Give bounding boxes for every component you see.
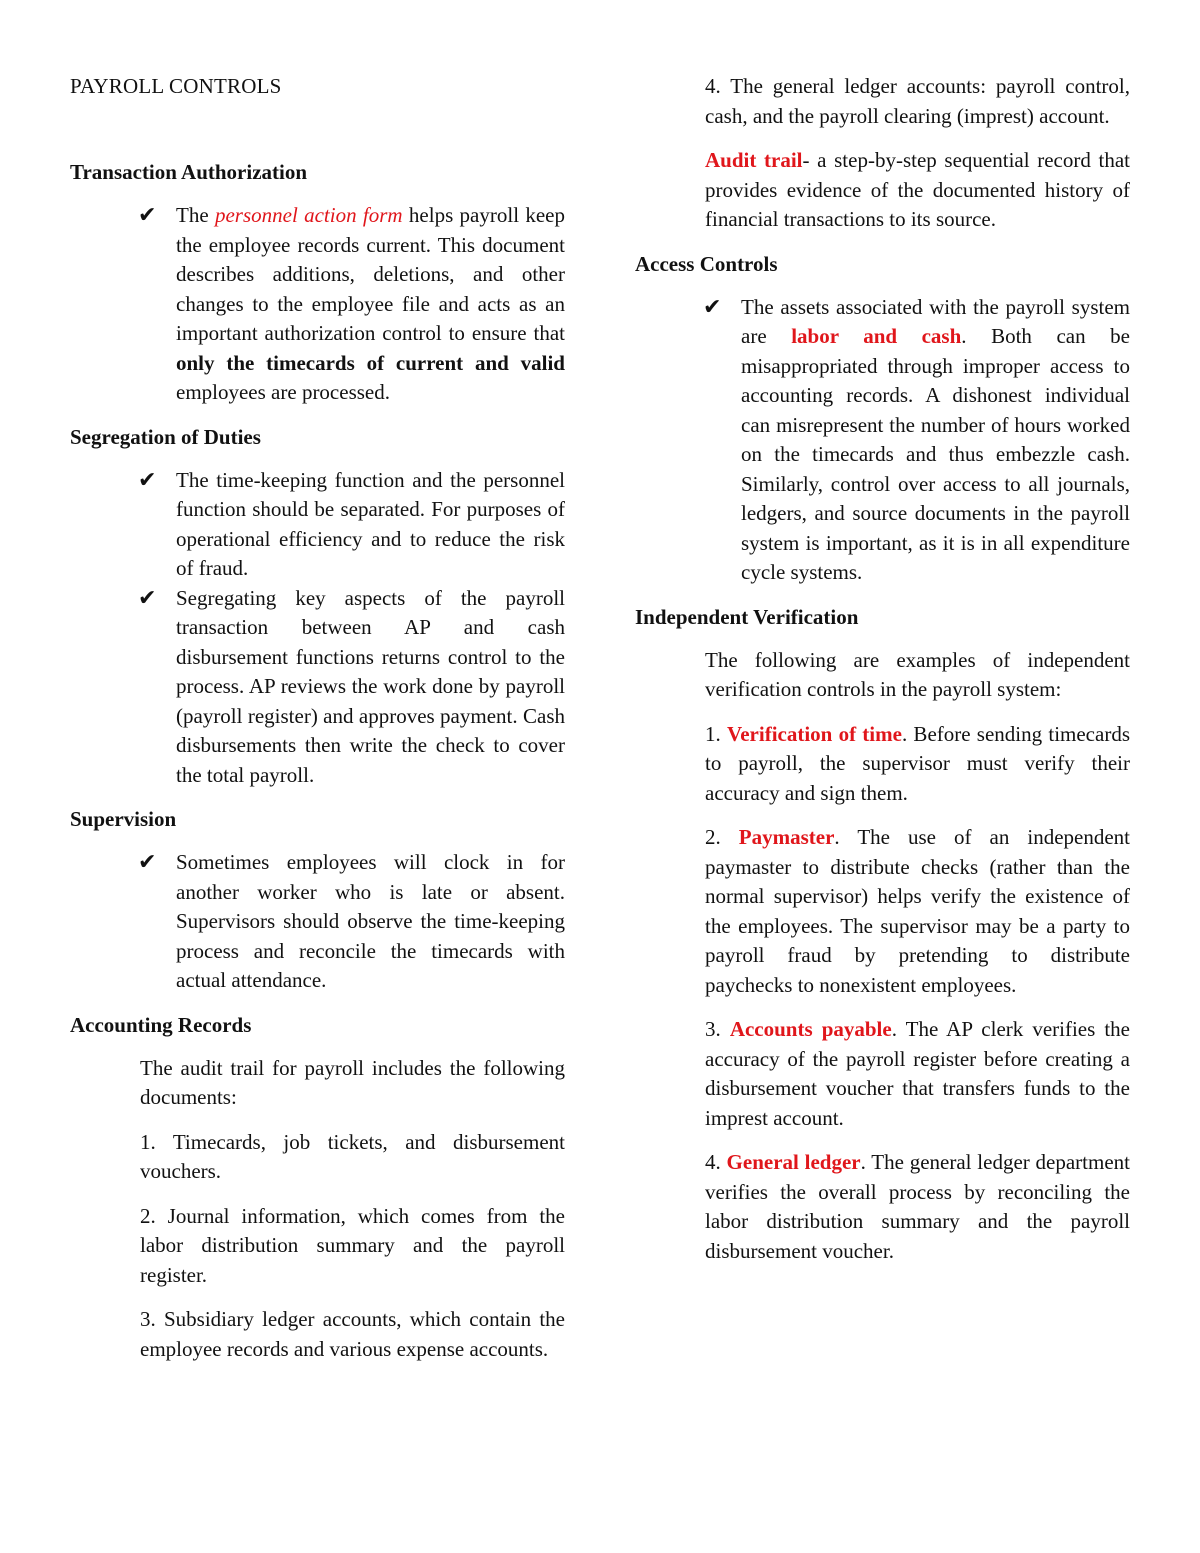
accounting-records-intro: The audit trail for payroll includes the following documents: <box>140 1055 565 1109</box>
check-icon: ✔ <box>703 294 722 320</box>
list-item: 1. Timecards, job tickets, and disbursement vouchers. <box>140 1129 565 1183</box>
check-icon: ✔ <box>138 585 157 611</box>
accounting-records-body <box>70 1054 565 1365</box>
segregation-item-1: ✔ The time-keeping function and the personnel function should be separated. For purposes of operational efficiency and to reduce the risk of fraud. <box>138 467 565 580</box>
list-item: 2. Paymaster. The use of an independent paymaster to distribute checks (rather than the normal supervisor) helps verify the existence of the employees. The supervisor may be a party to payroll fraud by pretending to distribute paychecks to nonexistent employees. <box>705 825 1130 997</box>
list-item: 3. Subsidiary ledger accounts, which contain the employee records and various expense accounts. <box>140 1307 565 1361</box>
transaction-authorization-item: ✔ The personnel action form helps payroll keep the employee records current. This document describes additions, deletions, and other changes to the employee file and acts as an important authorization control to ensure that only the timecards of current and valid employees are processed. <box>138 203 565 404</box>
accounts-payable-term: Accounts payable <box>729 1017 892 1041</box>
independent-verification-intro: The following are examples of independent verification controls in the payroll system: <box>705 647 1130 701</box>
heading-independent-verification: Independent Verification <box>635 604 859 629</box>
emphasis-valid-timecards: only the timecards of current and valid <box>176 350 565 375</box>
segregation-item-2: ✔ Segregating key aspects of the payroll transaction between AP and cash disbursement functions returns control to the process. AP reviews the work done by payroll (payroll register) and approves payment. Cash disbursements then write the check to cover the total payroll. <box>138 585 565 787</box>
check-icon: ✔ <box>138 850 157 875</box>
list-item: 3. Accounts payable. The AP clerk verifies the accuracy of the payroll register before creating a disbursement voucher that transfers funds to the imprest account. <box>705 1017 1130 1130</box>
audit-trail-term: Audit trail <box>705 148 803 172</box>
verification-of-time-term: Verification of time <box>726 721 902 746</box>
list-item: 4. The general ledger accounts: payroll control, cash, and the payroll clearing (imprest) account. <box>705 74 1130 128</box>
accounting-records-continued <box>635 72 1130 235</box>
personnel-action-form-term: personnel action form <box>214 203 403 227</box>
heading-accounting-records: Accounting Records <box>70 1012 252 1037</box>
access-controls-item: ✔ The assets associated with the payroll system are labor and cash. Both can be misappropriated through improper access to accounting records. A dishonest individual can misrepresent the number of hours worked on the timecards and thus embezzle cash. Similarly, control over access to all journals, ledgers, and source documents in the payroll system is important, as it is in all expenditure cycle systems. <box>703 294 1130 584</box>
page-title: PAYROLL CONTROLS <box>70 74 282 98</box>
labor-and-cash-term: labor and cash <box>791 324 962 348</box>
check-icon: ✔ <box>138 467 157 493</box>
check-icon: ✔ <box>138 203 157 228</box>
heading-supervision: Supervision <box>70 807 177 831</box>
independent-verification-body <box>635 646 1130 1267</box>
list-item: 1. Verification of time. Before sending timecards to payroll, the supervisor must verify their accuracy and sign them. <box>705 721 1130 805</box>
supervision-item-1: ✔ Sometimes employees will clock in for another worker who is late or absent. Supervisors should observe the time-keeping process and reconcile the timecards with actual attendance. <box>138 850 565 992</box>
general-ledger-term: General ledger <box>726 1150 861 1174</box>
heading-transaction-authorization: Transaction Authorization <box>70 160 308 184</box>
list-item: 4. General ledger. The general ledger department verifies the overall process by reconciling the labor distribution summary and the payroll disbursement voucher. <box>705 1150 1130 1263</box>
heading-segregation-of-duties: Segregation of Duties <box>70 424 261 449</box>
list-item: 2. Journal information, which comes from the labor distribution summary and the payroll register. <box>140 1203 565 1287</box>
heading-access-controls: Access Controls <box>635 251 778 276</box>
audit-trail-definition: Audit trail- a step-by-step sequential record that provides evidence of the documented history of financial transactions to its source. <box>705 148 1130 231</box>
left-column <box>70 72 565 1379</box>
right-column <box>635 72 1130 1281</box>
paymaster-term: Paymaster <box>738 825 835 849</box>
